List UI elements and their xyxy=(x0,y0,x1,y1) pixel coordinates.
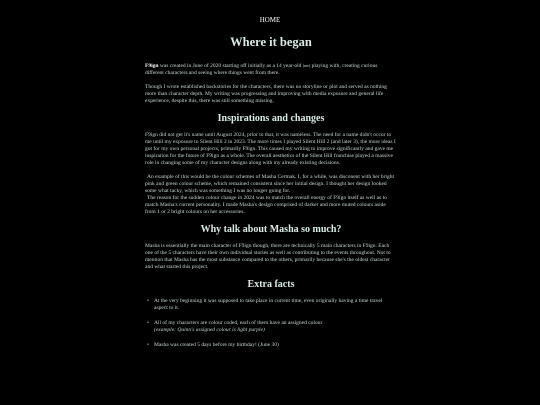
facts-list xyxy=(145,298,397,349)
backstory-paragraph: Though I wrote established backstories for the characters, there was no storyline or plot and served as nothing more than character depth. My writing was progressing and improving with media exposure and general life experience, despite this, there was still something missing. xyxy=(145,84,387,104)
home-link[interactable]: HOME xyxy=(259,16,281,24)
fact-item xyxy=(154,320,397,334)
fact-item xyxy=(154,298,397,312)
inspirations-paragraph-2: An example of this would be the colour schemes of Masha Cermak. I, for a while, was disconent with her bright pink and green colour scheme, which remained consistent since her initial design. I thought her design looked some what tacky, which was something I was no longer going for. xyxy=(145,174,394,194)
fact-example: (example: Quinn's assigned colour is light purple) xyxy=(154,327,265,333)
inspirations-heading: Inspirations and changes xyxy=(217,113,325,124)
intro-text-a: was created in June of 2020 starting off initially as a 14 year-old xyxy=(158,63,303,69)
intro-paragraph xyxy=(145,62,397,77)
main-content xyxy=(145,35,397,357)
facts-heading: Extra facts xyxy=(247,279,295,290)
fact-text: Masha was created 5 days before my birthday! (June 30) xyxy=(154,342,279,348)
intro-aside: (me) xyxy=(302,63,311,68)
inspirations-paragraph-1: F9ign did not get it's name until August 2024, prior to that, it was nameless. The need for a name didn't occur to me until my exposure to Silent Hill 2 in 2023. The more times I played Silent Hill 2 (and later 3), the more ideas I got for my own personal projects, primarily F9ign. This caused my writing to improve significantly and gave me inspiration for the future of F9ign as a whole. The overall aesthetics of the Silent Hill franchise played a massive role in changing some of my character designs along with my already existing decisions. xyxy=(145,132,396,166)
fact-text: All of my characters are colour coded, each of them have an assigned colour xyxy=(154,320,323,326)
intro-text-b: playing with, creating curious different characters and seeing where things went from there. xyxy=(145,63,378,76)
fact-item xyxy=(154,342,397,349)
page-title: Where it began xyxy=(230,35,312,49)
brand-name: F9ign xyxy=(145,63,159,69)
inspirations-paragraph-3: The reason for the sudden colour change in 2024 was to match the overall energy of F9ign itself as well as to match Masha's current personality. I made Masha's design comprised of darker and more muted colours aside from 1 or 2 bright colours on her accessories. xyxy=(145,195,387,215)
masha-paragraph: Masha is essentially the main character of F9ign though, there are technically 5 main characters in F9ign. Each one of the 5 characters have their own individual stories as well as contributing to the events throughout. Not to mention that Masha has the most substance compared to the others, primarily because she's the oldest character and what started this project. xyxy=(145,243,391,270)
top-nav xyxy=(0,0,540,24)
masha-heading: Why talk about Masha so much? xyxy=(200,224,342,235)
fact-text: At the very beginning it was supposed to take place in current time, even originally having a time travel aspect to it. xyxy=(154,298,383,311)
